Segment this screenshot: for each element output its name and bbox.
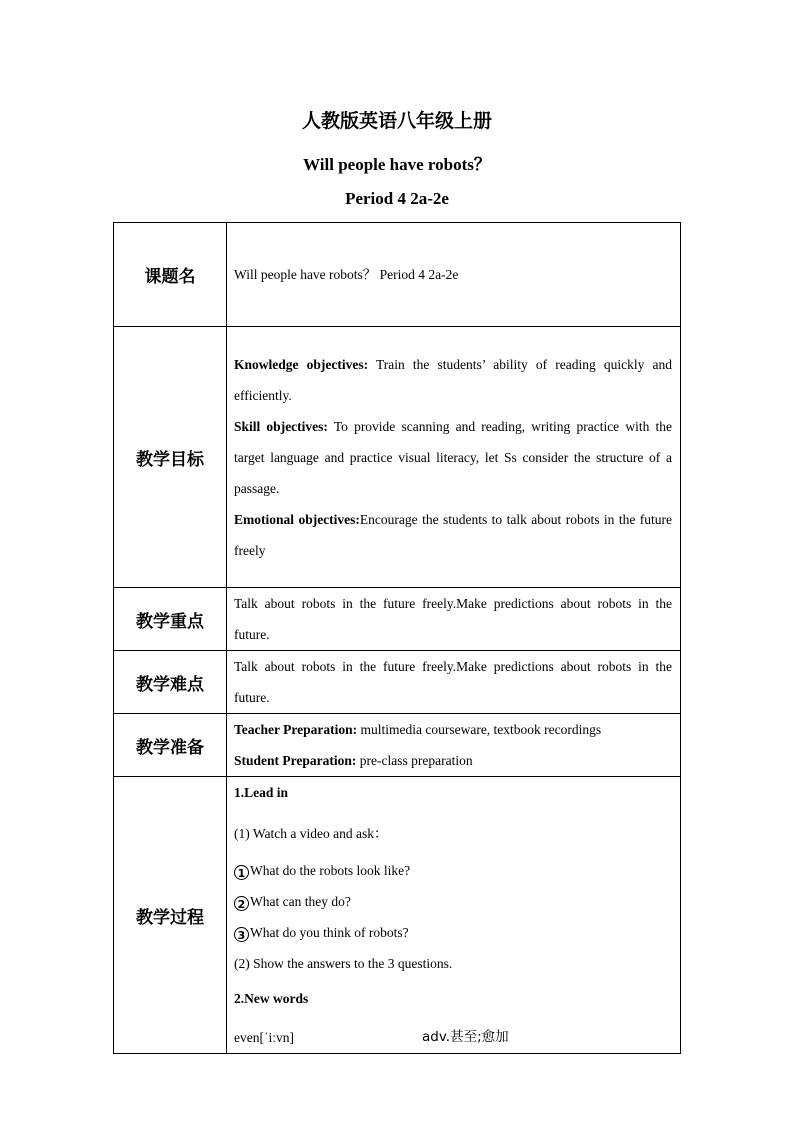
vocab-entry bbox=[234, 1022, 672, 1053]
table-row-objectives bbox=[114, 327, 681, 588]
emotional-label: Emotional objectives: bbox=[234, 511, 360, 527]
skill-label: Skill objectives: bbox=[234, 418, 328, 434]
vocab-meaning: adv.甚至;愈加 bbox=[422, 1029, 509, 1045]
question-2-text: What can they do? bbox=[250, 894, 351, 909]
row-label-preparation: 教学准备 bbox=[114, 714, 227, 777]
knowledge-text: Train the students’ ability of reading quickly and efficiently. bbox=[234, 356, 672, 403]
objectives-cell bbox=[227, 327, 681, 588]
circled-number-3: 3 bbox=[234, 927, 249, 942]
doc-title-chinese: 人教版英语八年级上册 bbox=[301, 110, 492, 132]
teacher-prep-text: multimedia courseware, textbook recordings bbox=[357, 722, 602, 737]
step1-title: 1.Lead in bbox=[234, 785, 289, 800]
row-label-topic: 课题名 bbox=[114, 223, 227, 327]
skill-objective bbox=[234, 411, 672, 504]
question-1-text: What do the robots look like? bbox=[250, 863, 411, 878]
teacher-prep-label: Teacher Preparation: bbox=[234, 722, 358, 737]
table-row-topic bbox=[114, 223, 681, 327]
doc-period: Period 4 2a-2e bbox=[345, 189, 449, 208]
question-1 bbox=[234, 855, 672, 886]
doc-title-english: Will people have robots？ bbox=[303, 155, 491, 174]
row-label-difficulties: 教学难点 bbox=[114, 651, 227, 714]
question-3 bbox=[234, 917, 672, 948]
knowledge-label: Knowledge objectives: bbox=[234, 356, 369, 372]
emotional-text: Encourage the students to talk about robots in the future freely bbox=[234, 511, 672, 558]
table-row-preparation bbox=[114, 714, 681, 777]
row-label-process: 教学过程 bbox=[114, 777, 227, 1054]
difficulties-text: Talk about robots in the future freely.Make predictions about robots in the future. bbox=[227, 651, 681, 714]
student-preparation bbox=[234, 745, 672, 776]
student-prep-text: pre-class preparation bbox=[356, 753, 473, 768]
table-row-difficulties bbox=[114, 651, 681, 714]
student-prep-label: Student Preparation: bbox=[234, 753, 357, 768]
circled-number-2: 2 bbox=[234, 896, 249, 911]
step1-intro: (1) Watch a video and ask： bbox=[234, 826, 388, 841]
circled-number-1: 1 bbox=[234, 865, 249, 880]
step2-title: 2.New words bbox=[234, 991, 309, 1006]
table-row-process bbox=[114, 777, 681, 1054]
topic-text: Will people have robots？ Period 4 2a-2e bbox=[227, 223, 681, 327]
knowledge-objective bbox=[234, 349, 672, 411]
lesson-plan-table bbox=[113, 222, 681, 1054]
table-row-key-points bbox=[114, 588, 681, 651]
question-2 bbox=[234, 886, 672, 917]
step1-show-answers: (2) Show the answers to the 3 questions. bbox=[234, 956, 453, 971]
row-label-key-points: 教学重点 bbox=[114, 588, 227, 651]
key-points-text: Talk about robots in the future freely.Make predictions about robots in the future. bbox=[227, 588, 681, 651]
teacher-preparation bbox=[234, 714, 672, 745]
emotional-objective bbox=[234, 504, 672, 566]
vocab-word: even[ˈiːvn] bbox=[234, 1030, 294, 1045]
question-3-text: What do you think of robots? bbox=[250, 925, 409, 940]
skill-text: To provide scanning and reading, writing practice with the target language and practice visual literacy, let Ss consider the structure of a passage. bbox=[234, 418, 673, 496]
preparation-cell bbox=[227, 714, 681, 777]
row-label-objectives: 教学目标 bbox=[114, 327, 227, 588]
process-cell bbox=[227, 777, 681, 1054]
